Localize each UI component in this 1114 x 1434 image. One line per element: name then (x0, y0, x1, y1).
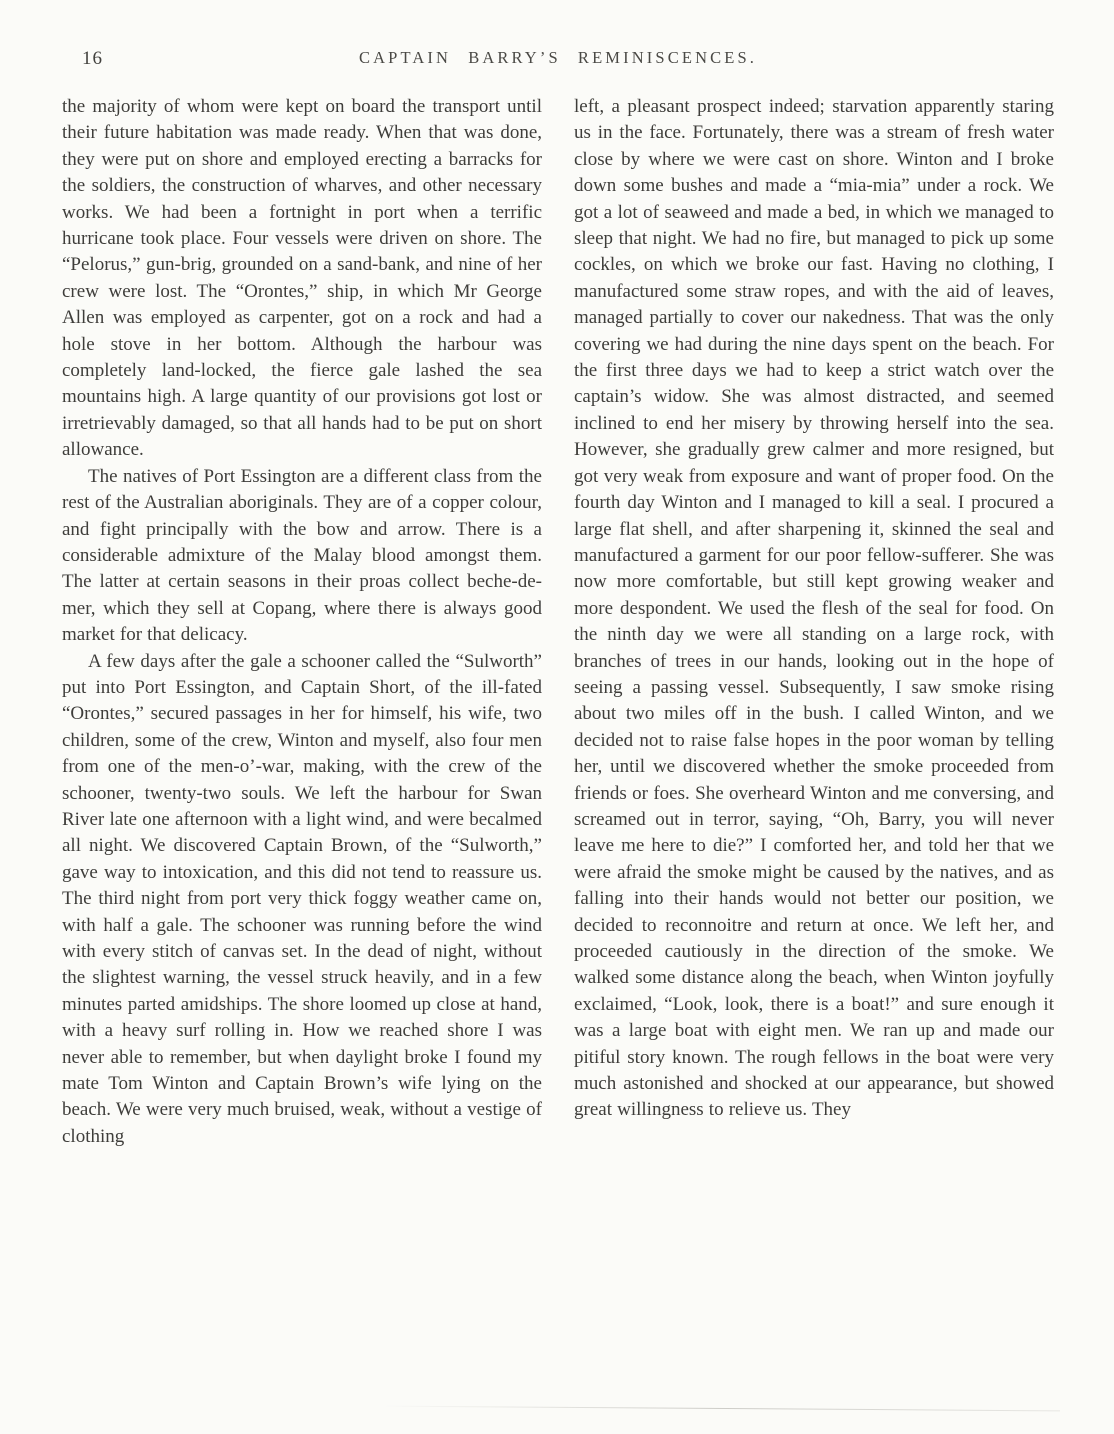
text-columns (62, 94, 1054, 1150)
scan-crease-line (380, 1406, 1060, 1412)
left-column (62, 94, 542, 1150)
page-header (62, 46, 1054, 72)
paragraph: left, a pleasant prospect indeed; starvation apparently staring us in the face. Fortunately, there was a stream of fresh water close by where we were cast on shore. Winton and I broke down some bushes and made a “mia-mia” under a rock. We got a lot of seaweed and made a bed, in which we managed to sleep that night. We had no fire, but managed to pick up some cockles, on which we broke our fast. Having no clothing, I manufactured some straw ropes, and with the aid of leaves, managed partially to cover our nakedness. That was the only covering we had during the nine days spent on the beach. For the first three days we had to keep a strict watch over the captain’s widow. She was almost distracted, and seemed inclined to end her misery by throwing herself into the sea. However, she gradually grew calmer and more resigned, but got very weak from exposure and want of proper food. On the fourth day Winton and I managed to kill a seal. I procured a large flat shell, and after sharpening it, skinned the seal and manufactured a garment for our poor fellow-sufferer. She was now more comfortable, but still kept growing weaker and more despondent. We used the flesh of the seal for food. On the ninth day we were all standing on a large rock, with branches of trees in our hands, looking out in the hope of seeing a passing vessel. Subsequently, I saw smoke rising about two miles off in the bush. I called Winton, and we decided not to raise false hopes in the poor woman by telling her, until we discovered whether the smoke proceeded from friends or foes. She overheard Winton and me conversing, and screamed out in terror, saying, “Oh, Barry, you will never leave me here to die?” I comforted her, and told her that we were afraid the smoke might be caused by the natives, and as falling into their hands would not better our position, we decided to reconnoitre and return at once. We left her, and proceeded cautiously in the direction of the smoke. We walked some distance along the beach, when Winton joyfully exclaimed, “Look, look, there is a boat!” and sure enough it was a large boat with eight men. We ran up and made our pitiful story known. The rough fellows in the boat were very much astonished and shocked at our appearance, but showed great willingness to relieve us. They (574, 96, 1054, 1121)
paragraph: A few days after the gale a schooner called the “Sulworth” put into Port Essington, and Captain Short, of the ill-fated “Orontes,” secured passages in her for himself, his wife, two children, some of the crew, Winton and myself, also four men from one of the men-o’-war, making, with the crew of the schooner, twenty-two souls. We left the harbour for Swan River late one afternoon with a light wind, and were becalmed all night. We discovered Captain Brown, of the “Sulworth,” gave way to intoxication, and this did not tend to reassure us. The third night from port very thick foggy weather came on, with half a gale. The schooner was running before the wind with every stitch of canvas set. In the dead of night, without the slightest warning, the vessel struck heavily, and in a few minutes parted amidships. The shore loomed up close at hand, with a heavy surf rolling in. How we reached shore I was never able to remember, but when daylight broke I found my mate Tom Winton and Captain Brown’s wife lying on the beach. We were very much bruised, weak, without a vestige of clothing (62, 650, 542, 1147)
right-column (574, 94, 1054, 1124)
page-number: 16 (82, 48, 103, 69)
running-title: CAPTAIN BARRY’S REMINISCENCES. (358, 48, 758, 67)
paragraph: The natives of Port Essington are a different class from the rest of the Australian aboriginals. They are of a copper colour, and fight principally with the bow and arrow. There is a considerable admixture of the Malay blood amongst them. The latter at certain seasons in their proas collect beche-de-mer, which they sell at Copang, where there is always good market for that delicacy. (62, 465, 542, 646)
paragraph: the majority of whom were kept on board the transport until their future habitation was made ready. When that was done, they were put on shore and employed erecting a barracks for the soldiers, the construction of wharves, and other necessary works. We had been a fortnight in port when a terrific hurricane took place. Four vessels were driven on shore. The “Pelorus,” gun-brig, grounded on a sand-bank, and nine of her crew were lost. The “Orontes,” ship, in which Mr George Allen was employed as carpenter, got on a rock and had a hole stove in her bottom. Although the harbour was completely land-locked, the fierce gale lashed the sea mountains high. A large quantity of our provisions got lost or irretrievably damaged, so that all hands had to be put on short allowance. (62, 96, 542, 461)
